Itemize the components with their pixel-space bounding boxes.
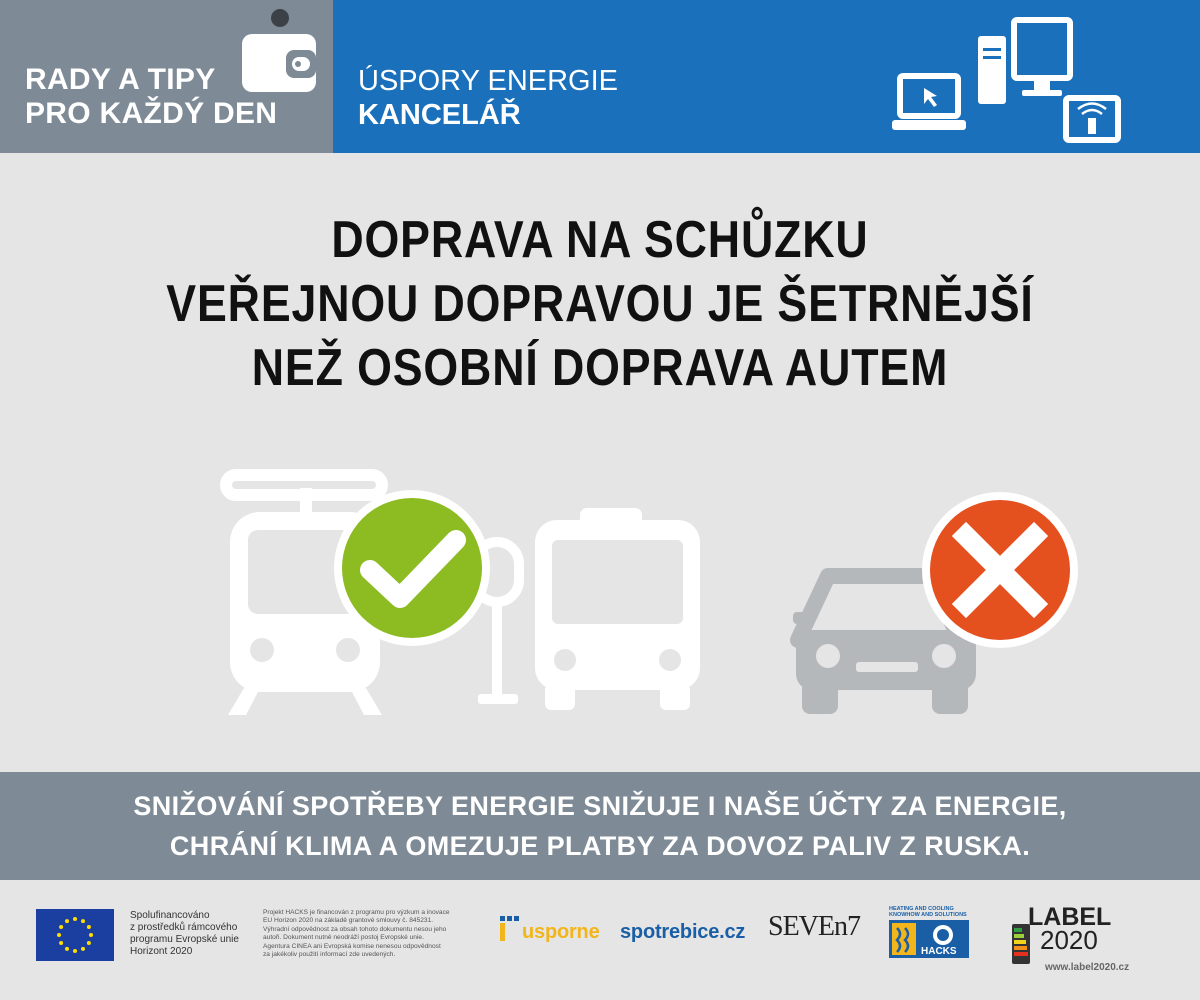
checkmark-icon — [334, 490, 490, 646]
cross-icon — [922, 492, 1078, 648]
topic — [358, 64, 618, 132]
laptop-icon — [892, 76, 966, 130]
disclaimer-line: Agentura CINEA ani Evropská komise nenesou odpovědnost — [263, 942, 441, 950]
eu-cofunding-text — [130, 910, 239, 958]
disclaimer-line: Výhradní odpovědnost za obsah tohoto dokumentu nesou jeho — [263, 925, 447, 933]
eu-text-line: programu Evropské unie — [130, 934, 239, 945]
hacks-caption — [889, 906, 967, 918]
disclaimer-line: autoři. Dokument nutně neodráží postoj Evropské unie. — [263, 934, 424, 942]
hacks-caption-line-2: KNOWHOW AND SOLUTIONS — [889, 912, 967, 918]
disclaimer-line: za jakékoliv použití informací zde uvedených. — [263, 951, 396, 959]
headline-line-3: NEŽ OSOBNÍ DOPRAVA AUTEM — [251, 339, 949, 397]
topic-title: ÚSPORY ENERGIE — [358, 65, 619, 97]
disclaimer-line: EU Horizon 2020 na základě grantové smlouvy č. 845231. — [263, 917, 434, 925]
usporne-logo-part-2: spotrebice.cz — [620, 921, 746, 943]
disclaimer-line: Projekt HACKS je financován z programu pro výzkum a inovace — [263, 909, 450, 916]
tips-line-2: PRO KAŽDÝ DEN — [25, 97, 278, 130]
desktop-pc-icon — [978, 20, 1070, 104]
logo-squares-icon — [498, 914, 522, 944]
message-line-1: SNIŽOVÁNÍ SPOTŘEBY ENERGIE SNIŽUJE I NAŠE ÚČTY ZA ENERGIE, — [133, 791, 1067, 821]
usporne-logo-part-1: usporne — [522, 921, 600, 943]
headline-line-1: DOPRAVA NA SCHŮZKU — [331, 211, 869, 269]
eu-text-line: Horizont 2020 — [130, 946, 193, 957]
label-url: www.label2020.cz — [1045, 962, 1130, 973]
headline-line-2: VEŘEJNOU DOPRAVOU JE ŠETRNĚJŠÍ — [166, 275, 1034, 333]
message-band — [0, 772, 1200, 880]
hacks-name: HACKS — [921, 946, 957, 957]
header-right-panel — [333, 0, 1200, 153]
tablet-wifi-icon — [1066, 98, 1118, 140]
tips-title — [25, 63, 277, 131]
topic-subtitle: KANCELÁŘ — [358, 99, 521, 131]
header-left-panel — [0, 0, 333, 153]
headline — [84, 208, 1116, 400]
hacks-caption-line-1: HEATING AND COOLING — [889, 906, 954, 912]
label-year: 2020 — [1040, 925, 1098, 955]
eu-flag-icon — [36, 909, 114, 961]
tips-line-1: RADY A TIPY — [25, 63, 216, 96]
eu-text-line: z prostředků rámcového — [130, 922, 238, 933]
label-word: LABEL — [1028, 903, 1112, 931]
devices-illustration — [888, 14, 1128, 149]
bus-icon — [535, 508, 700, 710]
seven-logo: SEVEn7 — [768, 911, 860, 942]
eu-text-line: Spolufinancováno — [130, 910, 210, 921]
footer — [0, 880, 1200, 1000]
project-disclaimer — [263, 909, 450, 959]
message-line-2: CHRÁNÍ KLIMA A OMEZUJE PLATBY ZA DOVOZ PALIV Z RUSKA. — [169, 831, 1031, 861]
transport-illustration — [0, 460, 1200, 750]
